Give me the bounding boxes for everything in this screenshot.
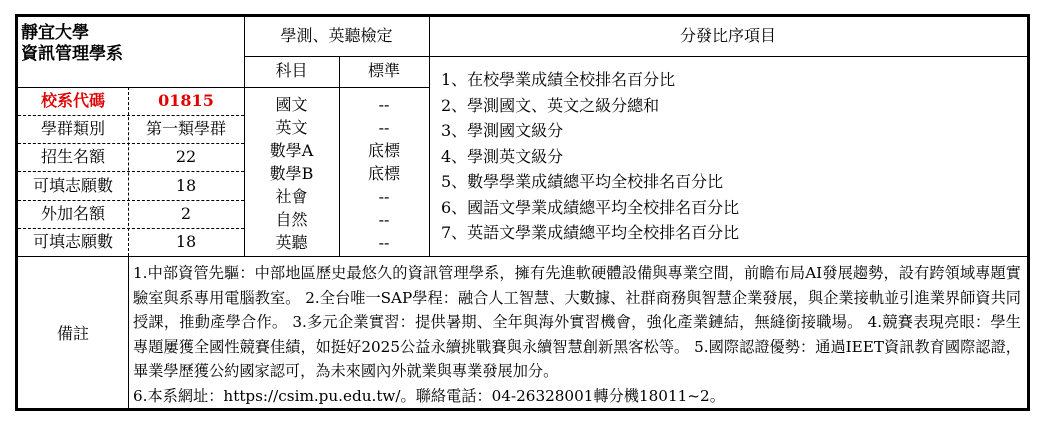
divider [244, 87, 429, 88]
subject-list [244, 93, 339, 254]
standard-math-a: 底標 [367, 141, 400, 160]
remarks-contact-line: 6.本系網址：https://csim.pu.edu.tw/。聯絡電話：04-26328001轉分機18011~2。 [133, 386, 725, 405]
remarks-text [133, 261, 1021, 409]
subject-header: 科目 [275, 61, 308, 80]
subject-math-a: 數學A [269, 141, 314, 160]
standard-math-b: 底標 [367, 164, 400, 183]
subject-listening: 英聽 [275, 233, 308, 252]
info-value-code: 01815 [158, 91, 214, 110]
standard-header: 標準 [367, 61, 400, 80]
info-label-extra-choices: 可填志願數 [32, 232, 113, 251]
school-title [21, 23, 241, 65]
info-value-quota: 22 [175, 147, 197, 166]
subject-social: 社會 [275, 187, 308, 206]
info-label-quota: 招生名額 [40, 147, 105, 166]
department-name: 資訊管理學系 [21, 44, 123, 64]
ranking-list [441, 67, 1021, 246]
ranking-header: 分發比序項目 [679, 26, 776, 45]
standard-english: -- [378, 118, 390, 137]
ranking-item: 2、學測國文、英文之級分總和 [441, 95, 660, 115]
divider [429, 56, 1027, 57]
info-value-group: 第一類學群 [145, 119, 226, 138]
subject-science: 自然 [275, 210, 308, 229]
info-label-choices: 可填志願數 [32, 176, 113, 195]
divider [244, 56, 429, 57]
school-name: 靜宜大學 [21, 23, 89, 43]
ranking-item: 1、在校學業成績全校排名百分比 [441, 70, 676, 89]
standard-list [339, 93, 429, 254]
info-label-code: 校系代碼 [40, 91, 105, 110]
subject-math-b: 數學B [269, 164, 314, 183]
divider [429, 17, 430, 256]
info-label-group: 學群類別 [40, 119, 105, 138]
exam-header: 學測、英聽檢定 [280, 26, 393, 45]
ranking-item: 4、學測英文級分 [441, 146, 564, 166]
remarks-paragraph: 1.中部資管先驅：中部地區歷史最悠久的資訊管理學系，擁有先進軟硬體設備與專業空間，前瞻布局AI發展趨勢，設有跨領域專題實驗室與系專用電腦教室。 2.全台唯一SAP學程：融合人工智慧、大數據、社群商務與智慧企業發展，與企業接軌並引進業界師資共同授課，推動產學合作。 3.多元企業實習：提供暑期、全年與海外實習機會，強化產業鏈結，無縫銜接職場。 4.競賽表現亮眼：學生專題屢獲全國性競賽佳績，如挺好2025公益永續挑戰賽與永續智慧創新黑客松等。 5.國際認證優勢：通過IEET資訊教育國際認證，畢業學歷獲公約國家認可，為未來國內外就業與專業發展加分。 [133, 264, 1021, 381]
remarks-label: 備註 [56, 324, 89, 343]
standard-listening: -- [378, 233, 390, 252]
info-value-choices: 18 [175, 176, 197, 195]
ranking-item: 7、英語文學業成績總平均全校排名百分比 [441, 223, 740, 242]
standard-social: -- [378, 187, 390, 206]
subject-english: 英文 [275, 118, 308, 137]
subject-chinese: 國文 [275, 95, 308, 114]
info-value-extra-choices: 18 [175, 232, 197, 251]
ranking-item: 5、數學學業成績總平均全校排名百分比 [441, 172, 724, 191]
info-value-extra-quota: 2 [180, 204, 192, 223]
standard-chinese: -- [378, 95, 390, 114]
standard-science: -- [378, 210, 390, 229]
info-label-extra-quota: 外加名額 [40, 204, 105, 223]
ranking-item: 3、學測國文級分 [441, 121, 564, 140]
divider [128, 256, 129, 411]
ranking-item: 6、國語文學業成績總平均全校排名百分比 [441, 197, 740, 217]
divider [18, 256, 1027, 257]
admission-info-table [15, 14, 1030, 411]
